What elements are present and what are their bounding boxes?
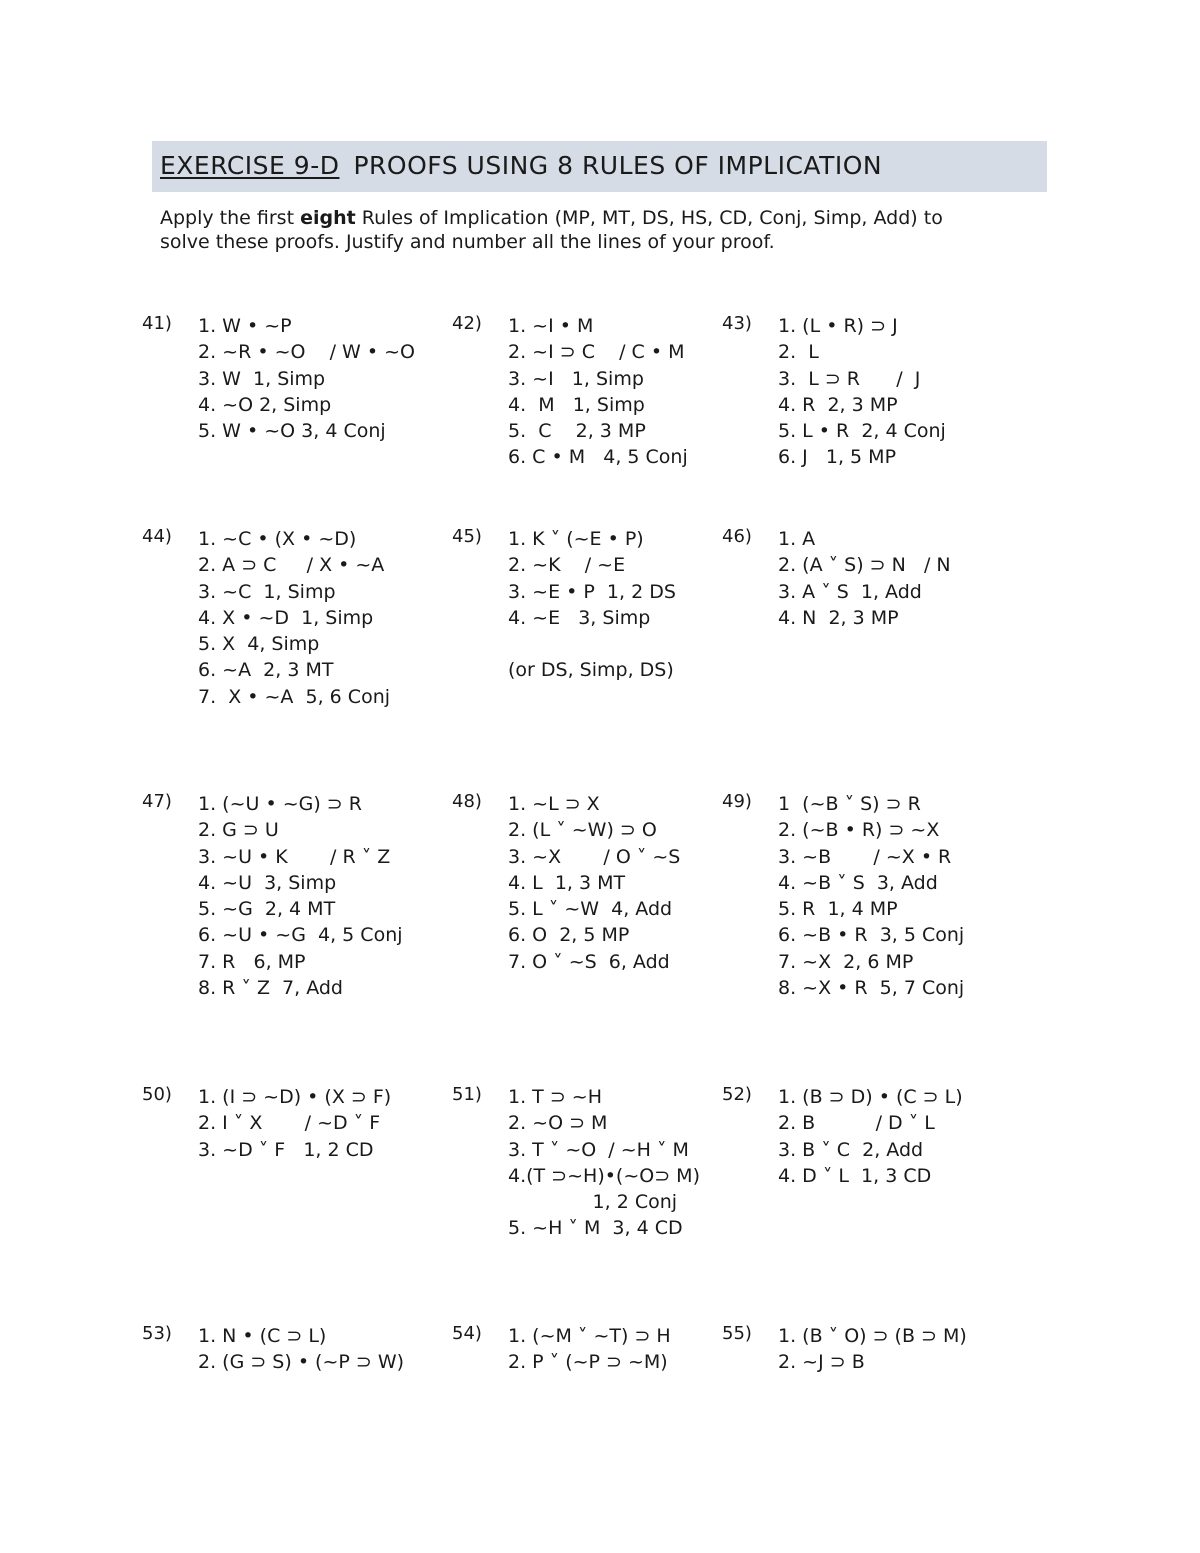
proof-line: 5. ~H ˅ M 3, 4 CD [508, 1217, 683, 1240]
proof-line: 6. J 1, 5 MP [778, 446, 897, 469]
problem-number: 49) [722, 791, 752, 812]
proof-line: 3. ~D ˅ F 1, 2 CD [198, 1138, 374, 1161]
proof-line: 2. ~K / ~E [508, 554, 626, 577]
instructions-line-2: solve these proofs. Justify and number all the lines of your proof. [160, 230, 775, 253]
proof-line: 7. O ˅ ~S 6, Add [508, 950, 670, 973]
proof-line: 5. L ˅ ~W 4, Add [508, 898, 673, 921]
proof-line: 7. X • ~A 5, 6 Conj [198, 685, 391, 708]
proof-line: 1. K ˅ (~E • P) [508, 528, 644, 550]
proof-line: 4. X • ~D 1, Simp [198, 606, 374, 629]
problem-number: 54) [452, 1323, 482, 1344]
exercise-title: PROOFS USING 8 RULES OF IMPLICATION [353, 151, 883, 180]
proof-line: 1. ~L ⊃ X [508, 793, 600, 815]
proof-line: 2. L [778, 341, 819, 364]
proof-line: 5. C 2, 3 MP [508, 420, 646, 443]
proof-line: 5. W • ~O 3, 4 Conj [198, 420, 386, 443]
problem-number: 47) [142, 791, 172, 812]
proof-lines [508, 313, 688, 471]
proof-line: 6. ~B • R 3, 5 Conj [778, 924, 965, 947]
proof-lines [508, 1323, 671, 1376]
proof-lines [508, 526, 676, 684]
proof-line: 2. (G ⊃ S) • (~P ⊃ W) [198, 1351, 405, 1374]
proof-lines [778, 1323, 967, 1376]
proof-lines [198, 313, 415, 444]
proof-line: 8. ~X • R 5, 7 Conj [778, 977, 965, 1000]
proof-line: 6. ~A 2, 3 MT [198, 659, 334, 682]
proof-line: 3. T ˅ ~O / ~H ˅ M [508, 1138, 689, 1161]
proof-line: 2. ~O ⊃ M [508, 1112, 608, 1135]
problem-number: 52) [722, 1084, 752, 1105]
proof-lines [198, 1084, 391, 1163]
proof-line: 2. A ⊃ C / X • ~A [198, 554, 385, 577]
proof-line: 4. N 2, 3 MP [778, 606, 899, 629]
proof-line: 3. ~X / O ˅ ~S [508, 845, 681, 868]
proof-line: 3. B ˅ C 2, Add [778, 1138, 924, 1161]
proof-line: 4. ~B ˅ S 3, Add [778, 871, 938, 894]
problem-number: 45) [452, 526, 482, 547]
proof-line: 3. L ⊃ R / J [778, 367, 921, 390]
proof-line: 1. ~C • (X • ~D) [198, 528, 357, 550]
problem-number: 41) [142, 313, 172, 334]
proof-line: 3. ~B / ~X • R [778, 845, 952, 868]
proof-line: 7. ~X 2, 6 MP [778, 950, 914, 973]
proof-line: 2. ~R • ~O / W • ~O [198, 341, 415, 364]
proof-lines [778, 526, 951, 631]
proof-line: 1. T ⊃ ~H [508, 1086, 602, 1108]
proof-line: 3. A ˅ S 1, Add [778, 580, 922, 603]
proof-lines [508, 791, 680, 975]
proof-lines [198, 791, 403, 1001]
proof-line: 4. ~U 3, Simp [198, 871, 337, 894]
proof-line: 4. L 1, 3 MT [508, 871, 626, 894]
proof-line: 3. W 1, Simp [198, 367, 326, 390]
problem-number: 51) [452, 1084, 482, 1105]
proof-lines [778, 1084, 963, 1189]
proof-line: 5. X 4, Simp [198, 633, 320, 656]
proof-line: 1. A [778, 528, 816, 550]
problem-number: 48) [452, 791, 482, 812]
proof-line: 3. ~E • P 1, 2 DS [508, 580, 676, 603]
proof-line: 2. (L ˅ ~W) ⊃ O [508, 819, 657, 842]
problem-number: 42) [452, 313, 482, 334]
proof-line: 4. M 1, Simp [508, 393, 645, 416]
problem-number: 46) [722, 526, 752, 547]
instructions-line-1: Apply the first eight Rules of Implication (MP, MT, DS, HS, CD, Conj, Simp, Add) to [160, 207, 943, 229]
proof-line: 5. ~G 2, 4 MT [198, 898, 336, 921]
proof-line [508, 631, 676, 657]
proof-line: 1. (B ⊃ D) • (C ⊃ L) [778, 1086, 963, 1108]
proof-line: 1 (~B ˅ S) ⊃ R [778, 793, 921, 815]
proof-line: 5. R 1, 4 MP [778, 898, 898, 921]
proof-line: 1. (~M ˅ ~T) ⊃ H [508, 1325, 671, 1347]
page-title [160, 151, 882, 180]
proof-line: 3. ~U • K / R ˅ Z [198, 845, 391, 868]
proof-line: 6. O 2, 5 MP [508, 924, 630, 947]
proof-line: 1. (I ⊃ ~D) • (X ⊃ F) [198, 1086, 392, 1108]
proof-line: 2. ~J ⊃ B [778, 1351, 865, 1374]
proof-line: 7. R 6, MP [198, 950, 306, 973]
problem-number: 55) [722, 1323, 752, 1344]
problem-number: 53) [142, 1323, 172, 1344]
proof-line: 4. D ˅ L 1, 3 CD [778, 1164, 932, 1187]
proof-line: 1. (~U • ~G) ⊃ R [198, 793, 362, 815]
proof-line: 2. (A ˅ S) ⊃ N / N [778, 554, 951, 577]
instructions [160, 207, 1030, 254]
proof-line: 8. R ˅ Z 7, Add [198, 977, 343, 1000]
proof-lines [778, 313, 946, 471]
proof-line: 5. L • R 2, 4 Conj [778, 420, 946, 443]
proof-line: 4. R 2, 3 MP [778, 393, 898, 416]
proof-line: 3. ~C 1, Simp [198, 580, 336, 603]
proof-line: 4. ~E 3, Simp [508, 606, 651, 629]
proof-line: 1. W • ~P [198, 315, 292, 337]
proof-line: (or DS, Simp, DS) [508, 659, 674, 682]
proof-line: 2. ~I ⊃ C / C • M [508, 341, 685, 364]
emphasis-eight: eight [300, 207, 356, 229]
proof-line: 3. ~I 1, Simp [508, 367, 644, 390]
proof-line: 1, 2 Conj [508, 1191, 678, 1214]
problem-number: 43) [722, 313, 752, 334]
proof-line: 6. ~U • ~G 4, 5 Conj [198, 924, 403, 947]
proof-line: 1. (B ˅ O) ⊃ (B ⊃ M) [778, 1325, 967, 1347]
proof-line: 2. P ˅ (~P ⊃ ~M) [508, 1351, 668, 1374]
proof-line: 1. (L • R) ⊃ J [778, 315, 898, 337]
proof-lines [198, 1323, 404, 1376]
proof-line: 1. ~I • M [508, 315, 594, 337]
problem-number: 50) [142, 1084, 172, 1105]
proof-line: 2. I ˅ X / ~D ˅ F [198, 1112, 381, 1135]
problem-number: 44) [142, 526, 172, 547]
proof-line: 4.(T ⊃~H)•(~O⊃ M) [508, 1164, 700, 1187]
proof-line: 2. B / D ˅ L [778, 1112, 935, 1135]
proof-lines [508, 1084, 700, 1242]
proof-lines [778, 791, 964, 1001]
proof-line: 6. C • M 4, 5 Conj [508, 446, 688, 469]
proof-lines [198, 526, 390, 710]
proof-line: 2. G ⊃ U [198, 819, 279, 842]
proof-line: 2. (~B • R) ⊃ ~X [778, 819, 940, 842]
proof-line: 4. ~O 2, Simp [198, 393, 332, 416]
proof-line: 1. N • (C ⊃ L) [198, 1325, 327, 1347]
exercise-code: EXERCISE 9-D [160, 151, 340, 180]
